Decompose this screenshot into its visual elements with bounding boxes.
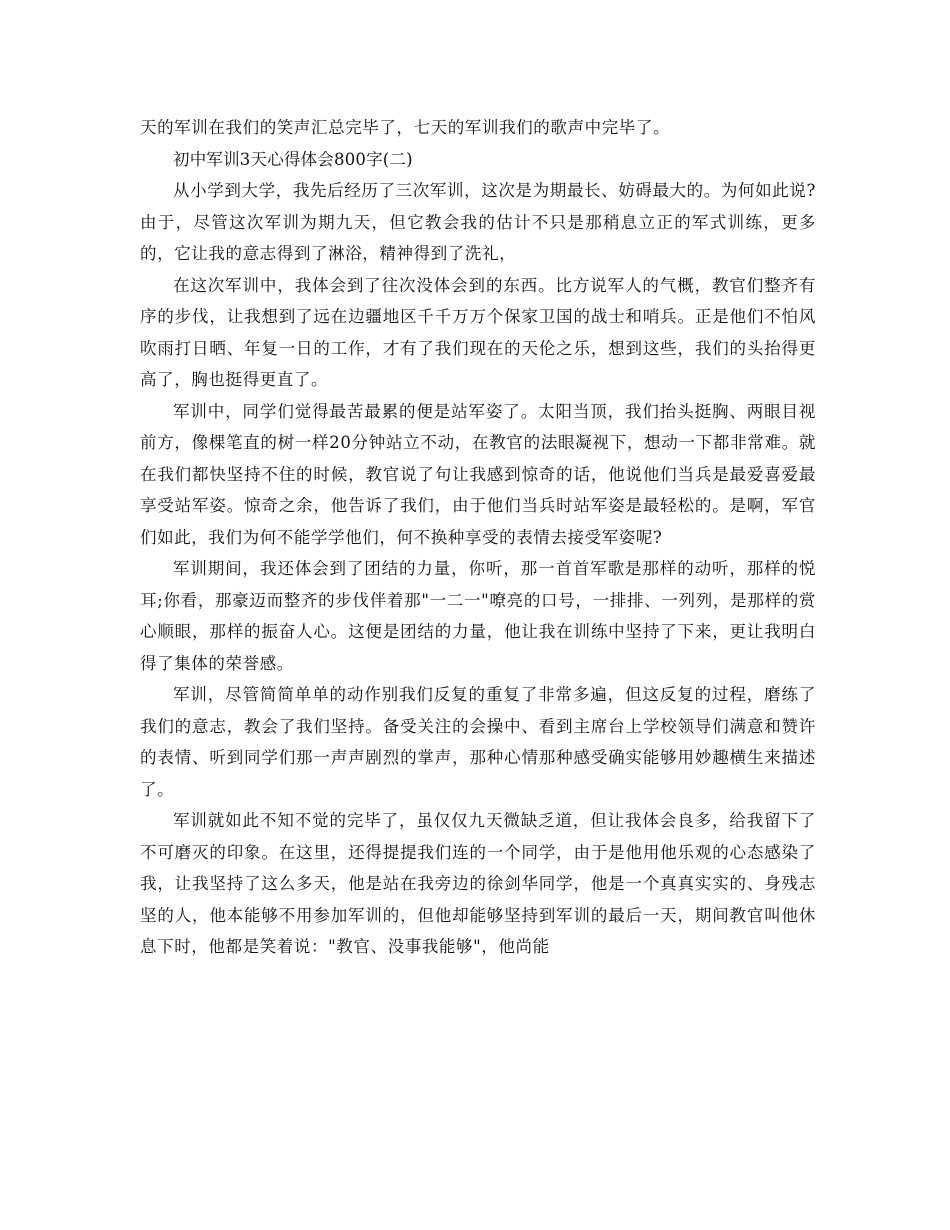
paragraph: 军训，尽管简简单单的动作别我们反复的重复了非常多遍，但这反复的过程，磨练了我们的意志，教会了我们坚持。备受关注的会操中、看到主席台上学校领导们满意和赞许的表情、听到同学们那一声声剧烈的掌声，那种心情那种感受确实能够用妙趣横生来描述了。 (140, 685, 816, 799)
section-heading: 初中军训3天心得体会800字(二) (173, 149, 413, 169)
paragraph: 军训中，同学们觉得最苦最累的便是站军姿了。太阳当顶，我们抬头挺胸、两眼目视前方，像棵笔直的树一样20分钟站立不动，在教官的法眼凝视下，想动一下都非常难。就在我们都快坚持不住的时候，教官说了句让我感到惊奇的话，他说他们当兵是最爱喜爱最享受站军姿。惊奇之余，他告诉了我们，由于他们当兵时站军姿是最轻松的。是啊，军官们如此，我们为何不能学学他们，何不换种享受的表情去接受军姿呢? (140, 401, 816, 547)
paragraph: 在这次军训中，我体会到了往次没体会到的东西。比方说军人的气概，教官们整齐有序的步伐，让我想到了远在边疆地区千千万万个保家卫国的战士和哨兵。正是他们不怕风吹雨打日晒、年复一日的工作，才有了我们现在的天伦之乐，想到这些，我们的头抬得更高了，胸也挺得更直了。 (140, 275, 816, 389)
paragraph: 军训期间，我还体会到了团结的力量，你听，那一首首军歌是那样的动听，那样的悦耳;你看，那豪迈而整齐的步伐伴着那"一二一"嘹亮的口号，一排排、一列列，是那样的赏心顺眼，那样的振奋人心。这便是团结的力量，他让我在训练中坚持了下来，更让我明白得了集体的荣誉感。 (140, 559, 816, 673)
paragraph: 从小学到大学，我先后经历了三次军训，这次是为期最长、妨碍最大的。为何如此说?由于，尽管这次军训为期九天，但它教会我的估计不只是那稍息立正的军式训练，更多的，它让我的意志得到了淋浴，精神得到了洗礼， (140, 181, 816, 263)
document-body (140, 112, 816, 963)
paragraph-continuation: 天的军训在我们的笑声汇总完毕了，七天的军训我们的歌声中完毕了。 (140, 118, 671, 137)
paragraph: 军训就如此不知不觉的完毕了，虽仅仅九天微缺乏道，但让我体会良多，给我留下了不可磨灭的印象。在这里，还得提提我们连的一个同学，由于是他用他乐观的心态感染了我，让我坚持了这么多天，他是站在我旁边的徐剑华同学，他是一个真真实实的、身残志坚的人，他本能够不用参加军训的，但他却能够坚持到军训的最后一天，期间教官叫他休息下时，他都是笑着说："教官、没事我能够"，他尚能 (140, 811, 816, 956)
